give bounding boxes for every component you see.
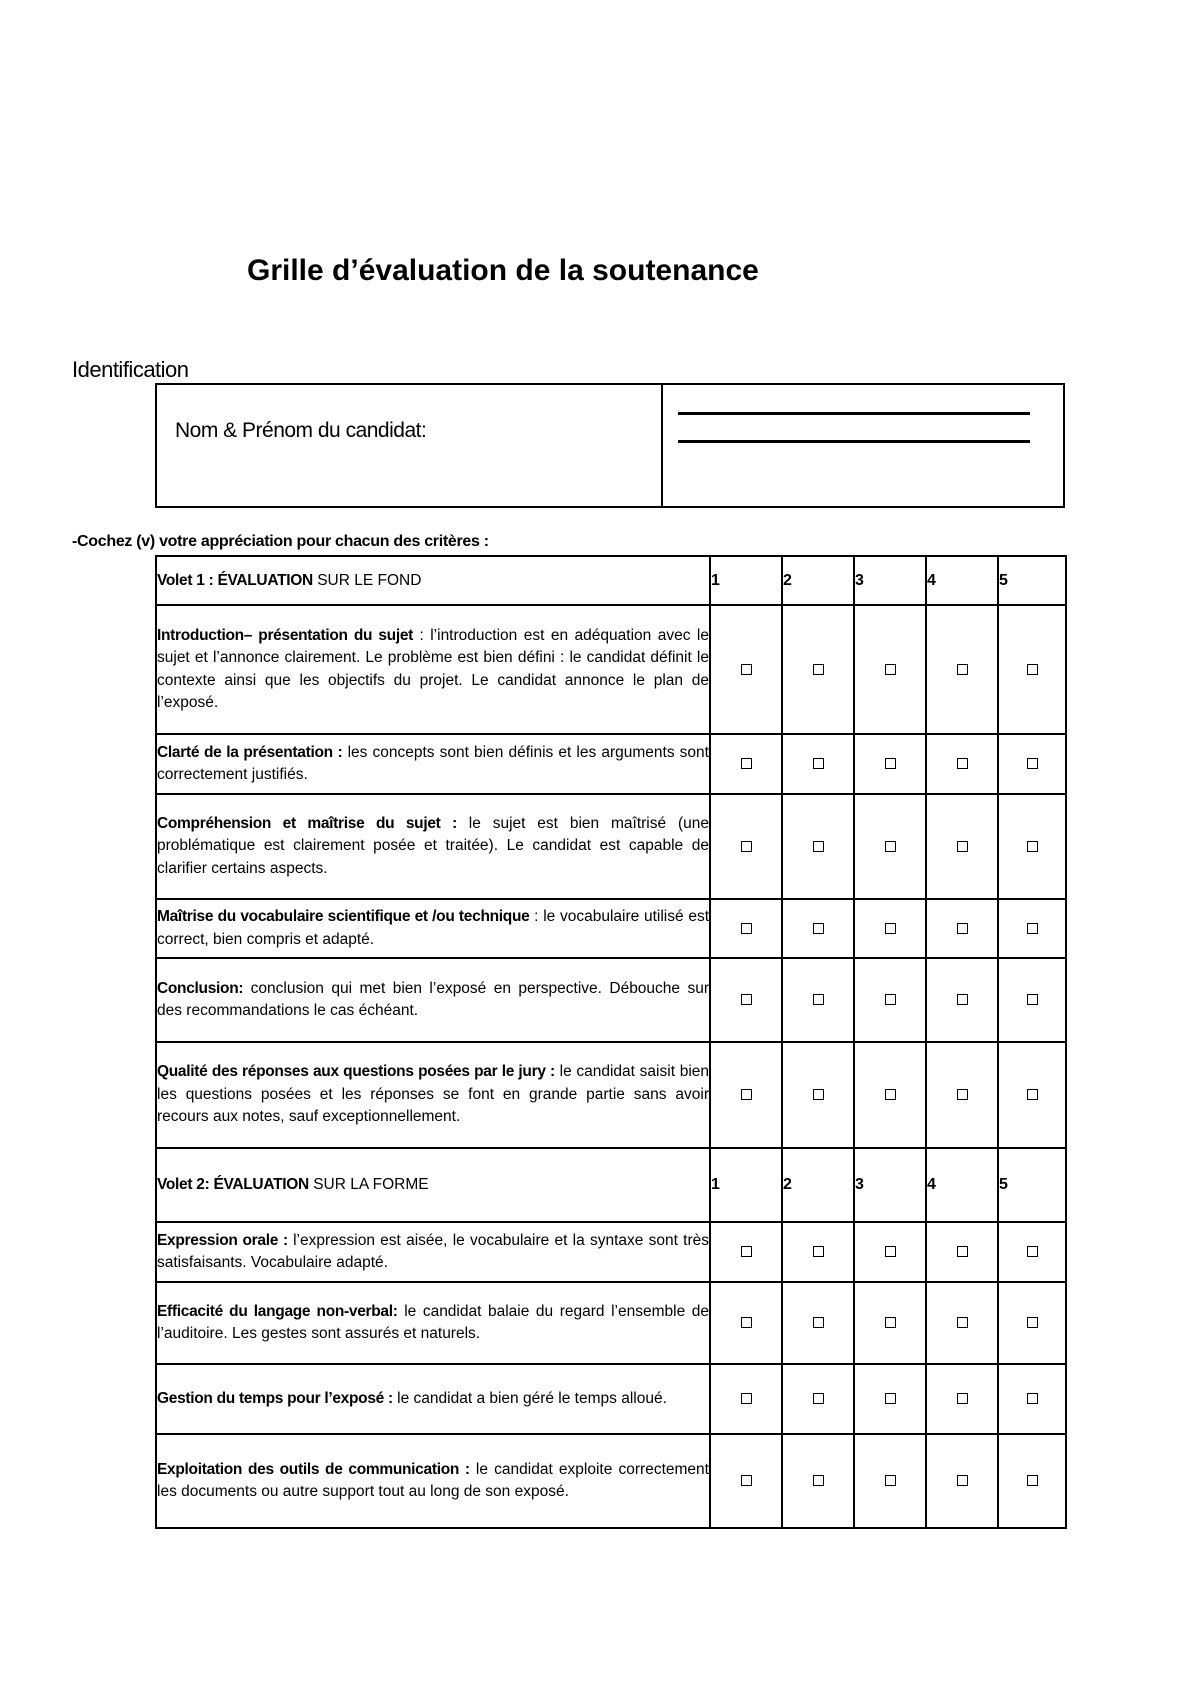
- candidate-name-cell: [157, 385, 663, 506]
- score-checkbox-5[interactable]: [1027, 994, 1038, 1005]
- criterion-text: le candidat a bien géré le temps alloué.: [392, 1389, 667, 1407]
- score-checkbox-1[interactable]: [741, 1089, 752, 1100]
- criterion-cell: [156, 794, 710, 899]
- score-checkbox-3[interactable]: [885, 1246, 896, 1257]
- score-checkbox-2[interactable]: [813, 841, 824, 852]
- score-checkbox-4[interactable]: [957, 1246, 968, 1257]
- criterion-cell: [156, 1222, 710, 1282]
- criterion-name: Maîtrise du vocabulaire scientifique et /ou technique: [157, 908, 530, 925]
- score-header-2: 2: [782, 556, 854, 605]
- criterion-text: conclusion qui met bien l’exposé en perspective. Débouche sur des recommandations le cas échéant.: [157, 979, 709, 1019]
- name-line-1[interactable]: [678, 412, 1030, 415]
- score-checkbox-5[interactable]: [1027, 664, 1038, 675]
- score-header-4: 4: [926, 1148, 998, 1222]
- score-checkbox-4[interactable]: [957, 758, 968, 769]
- criterion-cell: [156, 1042, 710, 1148]
- criterion-name: Clarté de la présentation :: [157, 743, 343, 761]
- score-header-5: 5: [998, 556, 1066, 605]
- score-checkbox-1[interactable]: [741, 994, 752, 1005]
- score-checkbox-1[interactable]: [741, 841, 752, 852]
- score-checkbox-1[interactable]: [741, 758, 752, 769]
- candidate-name-field[interactable]: [663, 385, 1063, 506]
- volet2-suffix: SUR LA FORME: [308, 1176, 429, 1193]
- criterion-row: [156, 734, 1066, 794]
- score-checkbox-4[interactable]: [957, 1393, 968, 1404]
- identification-label: Identification: [72, 357, 189, 382]
- score-header-1: 1: [710, 1148, 782, 1222]
- score-checkbox-2[interactable]: [813, 664, 824, 675]
- score-checkbox-3[interactable]: [885, 758, 896, 769]
- criterion-name: Gestion du temps pour l’exposé :: [157, 1389, 393, 1407]
- score-checkbox-1[interactable]: [741, 664, 752, 675]
- score-checkbox-4[interactable]: [957, 1089, 968, 1100]
- criterion-row: [156, 1042, 1066, 1148]
- score-checkbox-2[interactable]: [813, 1475, 824, 1486]
- score-checkbox-3[interactable]: [885, 923, 896, 934]
- criterion-row: [156, 958, 1066, 1042]
- score-checkbox-4[interactable]: [957, 923, 968, 934]
- score-checkbox-3[interactable]: [885, 1393, 896, 1404]
- criterion-text: l’expression est aisée, le vocabulaire et la syntaxe sont très satisfaisants. Vocabulaire adapté.: [157, 1231, 710, 1271]
- score-checkbox-5[interactable]: [1027, 1246, 1038, 1257]
- volet2-header-row: [156, 1148, 1066, 1222]
- volet1-title: [156, 556, 710, 605]
- score-checkbox-4[interactable]: [957, 1317, 968, 1328]
- score-checkbox-1[interactable]: [741, 923, 752, 934]
- criterion-name: Conclusion:: [157, 979, 244, 997]
- volet2-prefix: Volet 2: ÉVALUATION: [157, 1176, 309, 1193]
- score-checkbox-4[interactable]: [957, 664, 968, 675]
- criterion-text: : l’introduction est en adéquation avec le sujet et l’annonce clairement. Le problème est bien défini : le candidat définit le contexte ainsi que les objectifs du projet. Le candidat annonce le plan de l’exposé.: [157, 626, 709, 711]
- score-checkbox-2[interactable]: [813, 1393, 824, 1404]
- criterion-name: Exploitation des outils de communication :: [157, 1460, 470, 1478]
- identification-box: [155, 383, 1065, 508]
- score-checkbox-3[interactable]: [885, 664, 896, 675]
- criterion-name: Introduction– présentation du sujet: [157, 626, 414, 644]
- score-checkbox-4[interactable]: [957, 841, 968, 852]
- criterion-row: [156, 1434, 1066, 1528]
- volet1-header-row: [156, 556, 1066, 605]
- score-checkbox-3[interactable]: [885, 1089, 896, 1100]
- score-header-4: 4: [926, 556, 998, 605]
- name-line-2[interactable]: [678, 440, 1030, 443]
- criterion-name: Expression orale :: [157, 1231, 288, 1249]
- criterion-cell: [156, 605, 710, 734]
- volet1-prefix: Volet 1 : ÉVALUATION: [157, 571, 313, 589]
- score-checkbox-2[interactable]: [813, 923, 824, 934]
- score-checkbox-5[interactable]: [1027, 1393, 1038, 1404]
- score-checkbox-1[interactable]: [741, 1317, 752, 1328]
- page-title: Grille d’évaluation de la soutenance: [247, 254, 759, 287]
- criterion-text: le candidat exploite correctement les documents ou autre support tout au long de son exposé.: [157, 1460, 709, 1500]
- score-checkbox-3[interactable]: [885, 994, 896, 1005]
- score-checkbox-5[interactable]: [1027, 1317, 1038, 1328]
- score-checkbox-3[interactable]: [885, 1317, 896, 1328]
- score-checkbox-3[interactable]: [885, 841, 896, 852]
- score-checkbox-2[interactable]: [813, 758, 824, 769]
- score-checkbox-5[interactable]: [1027, 1475, 1038, 1486]
- criterion-name: Compréhension et maîtrise du sujet :: [157, 814, 457, 832]
- score-checkbox-5[interactable]: [1027, 923, 1038, 934]
- criterion-text: le candidat balaie du regard l’ensemble de l’auditoire. Les gestes sont assurés et naturels.: [157, 1302, 710, 1342]
- instruction-text: -Cochez (v) votre appréciation pour chacun des critères :: [72, 533, 489, 550]
- volet1-suffix: SUR LE FOND: [312, 571, 422, 589]
- score-checkbox-2[interactable]: [813, 994, 824, 1005]
- criterion-text: le candidat saisit bien les questions posées et les réponses se font en grande partie sans avoir recours aux notes, sauf exceptionnellement.: [157, 1063, 709, 1126]
- criterion-cell: [156, 734, 710, 794]
- criterion-row: [156, 794, 1066, 899]
- criterion-cell: [156, 1434, 710, 1528]
- score-checkbox-3[interactable]: [885, 1475, 896, 1486]
- criterion-name: Efficacité du langage non-verbal:: [157, 1302, 398, 1320]
- score-header-2: 2: [782, 1148, 854, 1222]
- criterion-text: les concepts sont bien définis et les arguments sont correctement justifiés.: [157, 743, 709, 783]
- candidate-name-label: Nom & Prénom du candidat:: [175, 419, 427, 442]
- score-checkbox-1[interactable]: [741, 1475, 752, 1486]
- score-header-3: 3: [854, 556, 926, 605]
- score-checkbox-2[interactable]: [813, 1246, 824, 1257]
- score-checkbox-5[interactable]: [1027, 758, 1038, 769]
- score-checkbox-1[interactable]: [741, 1393, 752, 1404]
- criterion-text: : le vocabulaire utilisé est correct, bien compris et adapté.: [157, 908, 709, 948]
- score-checkbox-5[interactable]: [1027, 1089, 1038, 1100]
- criterion-text: le sujet est bien maîtrisé (une problématique est clairement posée et traitée). Le candidat est capable de clarifier certains aspects.: [157, 814, 709, 877]
- score-header-3: 3: [854, 1148, 926, 1222]
- criterion-row: [156, 1222, 1066, 1282]
- score-header-5: 5: [998, 1148, 1066, 1222]
- criterion-row: [156, 605, 1066, 734]
- score-checkbox-1[interactable]: [741, 1246, 752, 1257]
- score-header-1: 1: [710, 556, 782, 605]
- criterion-cell: [156, 1282, 710, 1364]
- criterion-row: [156, 899, 1066, 958]
- criterion-cell: [156, 899, 710, 958]
- evaluation-grid: [155, 555, 1067, 1529]
- score-checkbox-4[interactable]: [957, 994, 968, 1005]
- score-checkbox-2[interactable]: [813, 1317, 824, 1328]
- criterion-row: [156, 1282, 1066, 1364]
- score-checkbox-2[interactable]: [813, 1089, 824, 1100]
- criterion-cell: [156, 1364, 710, 1434]
- criterion-row: [156, 1364, 1066, 1434]
- score-checkbox-5[interactable]: [1027, 841, 1038, 852]
- criterion-cell: [156, 958, 710, 1042]
- volet2-title: [156, 1148, 710, 1222]
- score-checkbox-4[interactable]: [957, 1475, 968, 1486]
- criterion-name: Qualité des réponses aux questions posées par le jury :: [157, 1063, 555, 1081]
